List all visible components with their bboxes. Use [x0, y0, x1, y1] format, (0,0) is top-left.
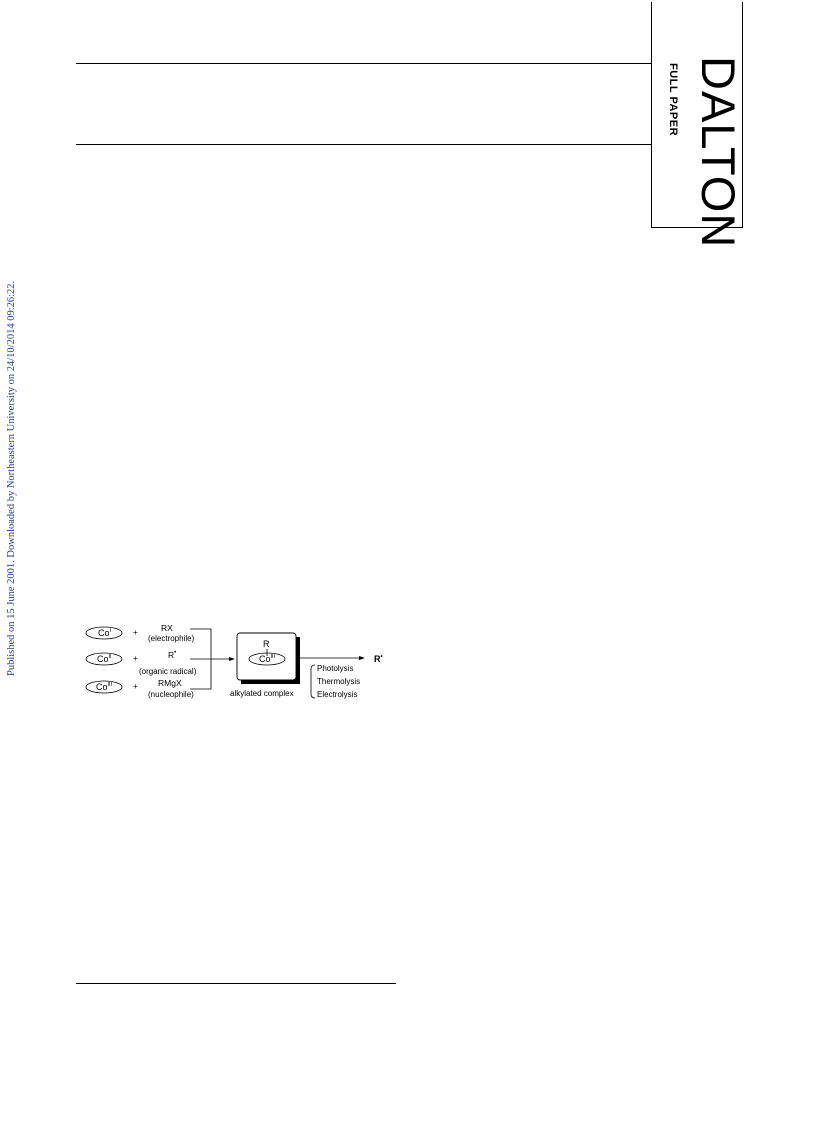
cobalt-III-complex: [86, 681, 122, 693]
reaction-scheme: [84, 620, 389, 705]
product-radical: R•: [374, 654, 383, 664]
reagent-rx: RX: [161, 623, 173, 633]
reagent-rmgx: RMgX: [158, 678, 182, 688]
journal-name: DALTON: [692, 56, 745, 249]
center-metal: $Co^{III}$: [259, 654, 276, 664]
alkylated-complex-box: [237, 633, 300, 684]
alkyl-ligand: R: [263, 639, 270, 649]
header-rule-bottom: [76, 144, 651, 145]
method-thermolysis: Thermolysis: [317, 677, 361, 686]
article-type: FULL PAPER: [667, 63, 679, 137]
footnote-rule: [76, 983, 396, 984]
reagent-radical: R•: [168, 650, 177, 660]
reagent-role-nucleophile: (nucleophile): [148, 690, 194, 699]
method-electrolysis: Electrolysis: [317, 690, 358, 699]
plus-sign: +: [133, 682, 138, 691]
plus-sign: +: [133, 654, 138, 663]
plus-sign: +: [133, 628, 138, 637]
methods-bracket: [311, 665, 315, 698]
svg-text:CoIII: $Co^{III}$: [96, 682, 113, 692]
cobalt-I-complex: [86, 627, 122, 639]
journal-banner: [651, 2, 745, 249]
reagent-role-electrophile: (electrophile): [148, 634, 195, 643]
svg-text:CoI: $Co^I$: [98, 628, 112, 638]
alkylated-complex-label: alkylated complex: [230, 689, 294, 698]
reagent-role-radical: (organic radical): [139, 667, 197, 676]
cobalt-II-complex: [86, 653, 122, 665]
publication-note-link[interactable]: Published on 15 June 2001. Downloaded by Northeastern University on 24/10/2014 09:26:22.: [6, 280, 17, 676]
header-rule-top: [76, 63, 651, 64]
method-photolysis: Photolysis: [317, 664, 354, 673]
svg-text:CoII: $Co^{II}$: [97, 654, 112, 664]
